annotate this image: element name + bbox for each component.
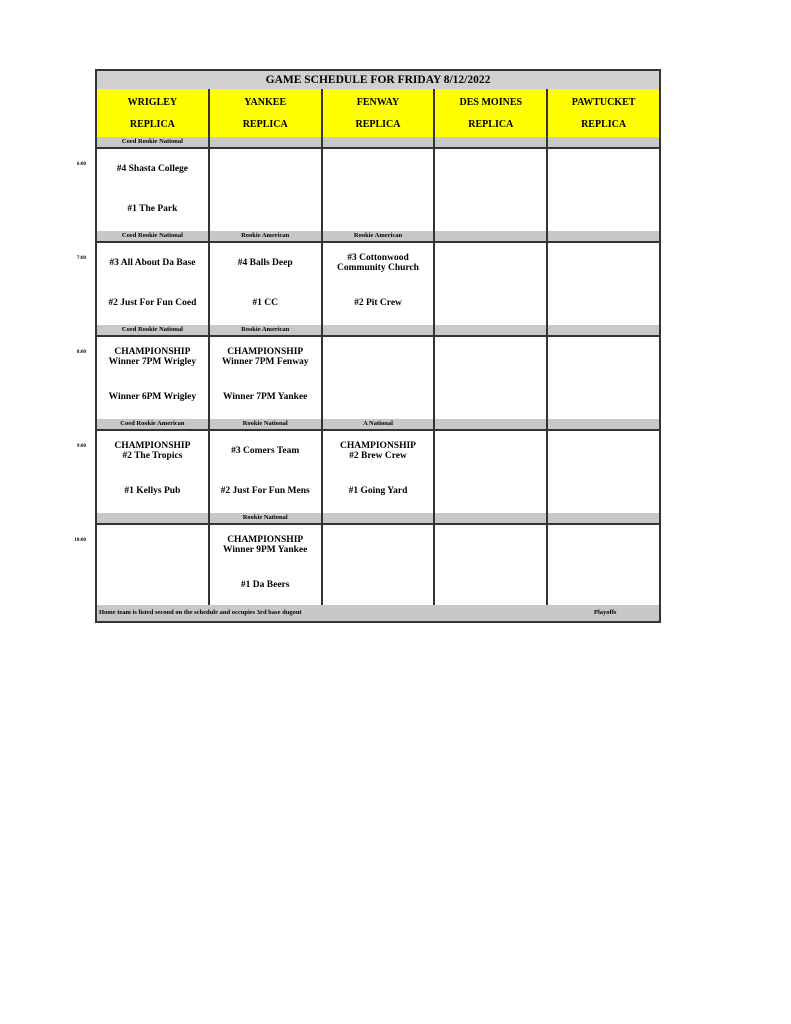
away-team: #4 Balls Deep: [237, 258, 293, 268]
division-label: Rookie National: [210, 419, 323, 429]
division-label: [435, 419, 548, 429]
game-row: [97, 431, 659, 515]
game-cell: [323, 337, 436, 419]
field-header-wrigley: [97, 89, 210, 137]
division-label: [435, 513, 548, 523]
game-cell: [210, 243, 323, 325]
game-row: [97, 337, 659, 421]
division-label: Rookie American: [210, 231, 323, 241]
home-team: #1 Da Beers: [240, 580, 290, 590]
schedule-title: GAME SCHEDULE FOR FRIDAY 8/12/2022: [97, 71, 659, 91]
home-team: Winner 7PM Yankee: [223, 392, 308, 402]
home-team: #2 Pit Crew: [354, 298, 402, 308]
playoffs-label: Playoffs: [594, 609, 617, 616]
game-cell: [97, 243, 210, 325]
division-label: [210, 137, 323, 147]
time-slot: [97, 325, 659, 421]
field-subtitle: REPLICA: [129, 118, 175, 130]
away-team-detail: Winner 7PM Wrigley: [108, 357, 197, 367]
time-slot: [97, 419, 659, 515]
game-cell: [548, 337, 659, 419]
division-label: [323, 513, 436, 523]
game-cell: [548, 149, 659, 231]
game-cell: [323, 525, 436, 607]
time-slot: [97, 231, 659, 327]
time-label: 10:00: [74, 538, 86, 543]
away-team: #3 Cottonwood Community Church: [337, 253, 419, 273]
away-team-detail: #2 The Tropics: [122, 451, 183, 461]
home-team: #1 Kellys Pub: [124, 486, 181, 496]
game-cell: [97, 149, 210, 231]
game-cell: [435, 525, 548, 607]
home-team: #2 Just For Fun Coed: [108, 298, 197, 308]
away-team: CHAMPIONSHIP: [114, 347, 191, 357]
game-row: [97, 525, 659, 609]
game-cell: [210, 337, 323, 419]
game-cell: [548, 525, 659, 607]
home-team: #1 CC: [252, 298, 278, 308]
home-team: Winner 6PM Wrigley: [108, 392, 197, 402]
division-row: [97, 419, 659, 431]
time-label: 9:00: [76, 444, 86, 449]
division-label: Coed Rookie American: [97, 419, 210, 429]
division-label: [548, 419, 659, 429]
away-team: CHAMPIONSHIP: [227, 347, 304, 357]
time-slot: [97, 137, 659, 233]
division-label: [548, 137, 659, 147]
game-cell: [97, 525, 210, 607]
division-label: [548, 231, 659, 241]
home-team: #1 The Park: [127, 204, 178, 214]
game-cell: [210, 525, 323, 607]
division-row: [97, 513, 659, 525]
game-row: [97, 243, 659, 327]
division-row: [97, 137, 659, 149]
time-slot: [97, 513, 659, 609]
game-cell: [435, 149, 548, 231]
division-label: [548, 513, 659, 523]
time-label: 6:00: [76, 162, 86, 167]
game-cell: [548, 431, 659, 513]
game-cell: [323, 243, 436, 325]
field-name: YANKEE: [244, 96, 287, 108]
away-team: CHAMPIONSHIP: [114, 441, 191, 451]
division-label: [97, 513, 210, 523]
field-name: FENWAY: [356, 96, 400, 108]
game-cell: [210, 431, 323, 513]
field-subtitle: REPLICA: [242, 118, 288, 130]
division-label: [435, 325, 548, 335]
field-header-yankee: [210, 89, 323, 137]
away-team: #4 Shasta College: [116, 164, 189, 174]
away-team: #3 All About Da Base: [109, 258, 196, 268]
game-row: [97, 149, 659, 233]
away-team: #3 Comers Team: [231, 446, 300, 456]
time-label: 8:00: [76, 350, 86, 355]
schedule-table: [95, 69, 661, 623]
division-label: [435, 231, 548, 241]
division-row: [97, 325, 659, 337]
field-header-pawtucket: [548, 89, 659, 137]
field-subtitle: REPLICA: [581, 118, 627, 130]
game-cell: [435, 431, 548, 513]
game-cell: [210, 149, 323, 231]
division-label: A National: [323, 419, 436, 429]
field-header-des-moines: [435, 89, 548, 137]
away-team-detail: Winner 9PM Yankee: [223, 545, 308, 555]
game-cell: [97, 431, 210, 513]
division-label: Coed Rookie National: [97, 231, 210, 241]
home-team: #1 Going Yard: [348, 486, 408, 496]
game-cell: [548, 243, 659, 325]
away-team: CHAMPIONSHIP: [227, 535, 304, 545]
time-label: 7:00: [76, 256, 86, 261]
schedule-footer: [97, 605, 659, 621]
game-cell: [97, 337, 210, 419]
home-team-note: Home team is listed second on the schedule and occupies 3rd base dugout: [99, 609, 302, 616]
field-name: PAWTUCKET: [571, 96, 636, 108]
division-label: Rookie National: [210, 513, 323, 523]
field-subtitle: REPLICA: [355, 118, 401, 130]
away-team: CHAMPIONSHIP: [339, 441, 416, 451]
game-cell: [323, 431, 436, 513]
field-subtitle: REPLICA: [468, 118, 514, 130]
game-cell: [435, 337, 548, 419]
division-label: [323, 137, 436, 147]
field-name: DES MOINES: [459, 96, 523, 108]
division-label: [548, 325, 659, 335]
division-label: Coed Rookie National: [97, 325, 210, 335]
division-row: [97, 231, 659, 243]
division-label: [435, 137, 548, 147]
field-name: WRIGLEY: [127, 96, 178, 108]
division-label: [323, 325, 436, 335]
division-label: Coed Rookie National: [97, 137, 210, 147]
division-label: Rookie American: [210, 325, 323, 335]
home-team: #2 Just For Fun Mens: [220, 486, 310, 496]
game-cell: [435, 243, 548, 325]
away-team-detail: #2 Brew Crew: [349, 451, 407, 461]
field-header-row: [97, 89, 659, 139]
game-cell: [323, 149, 436, 231]
field-header-fenway: [323, 89, 436, 137]
away-team-detail: Winner 7PM Fenway: [221, 357, 309, 367]
division-label: Rookie American: [323, 231, 436, 241]
